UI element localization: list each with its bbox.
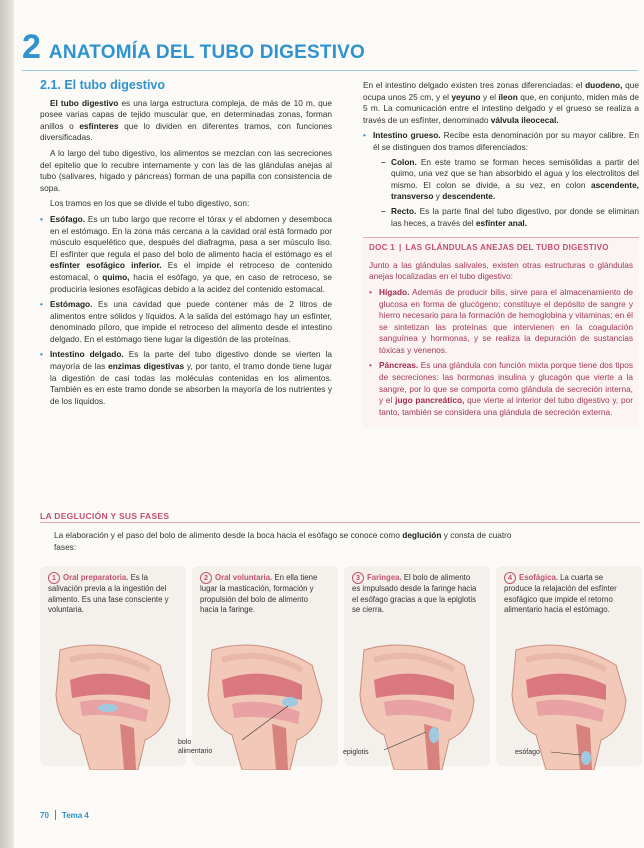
term: Intestino delgado. [50,349,124,360]
paragraph-intro [40,98,332,144]
term: Recto. [391,205,417,216]
term: Colon. [391,156,417,167]
label-bolo-alimentario: bolo alimentario [178,739,213,755]
text: Es la parte del tubo digestivo donde se vierten la mayoría de las [50,349,332,372]
term: Hígado. [379,286,410,297]
term-esfinteres: esfínteres [79,120,119,131]
step-number: 2 [200,572,212,584]
heading-rule [22,70,638,71]
text: y, por tanto, el tramo donde tiene lugar la digestión de casi todas las moléculas contenidas en los alimentos. También es en este tramo donde se absorben la mayoría de los nutrientes y de los líquidos. [50,361,332,406]
term: duodeno, [585,80,623,90]
text: Recibe esta denominación por su mayor calibre. En él se distinguen dos tramos diferenciados: [373,130,640,152]
text: y el [480,91,499,102]
text: Es una cavidad que puede contener más de 2 litros de alimentos entre sólidos y líquidos. A la salida del estómago hay un esfínter, denominado píloro, que impide el retroceso del alimento desde el intestino delgado. En el estómago tiene lugar la digestión de las proteínas. [50,299,332,344]
list-item-esofago [40,214,332,295]
paragraph-tramos: Los tramos en los que se divide el tubo digestivo, son: [50,198,250,209]
sub-item-recto [373,206,639,229]
step-number: 4 [504,572,516,584]
text: que ocupa unos 25 cm, y el [363,80,639,102]
text: En el intestino delgado existen tres zonas diferenciadas: el [363,80,586,90]
doc-tag: DOC 1 [369,243,395,253]
list-item-estomago [40,299,332,345]
text: Además de producir bilis, sirve para el almacenamiento de glucosa en forma de glucógeno; constituye el depósito de sangre y hierro necesario para la formación de hemoglobina y vitaminas; en él se sintetizan las proteínas que intervienen en la coagulación sanguínea y hormonas, y se realiza la depuración de sustancias tóxicas y venenos. [379,286,633,355]
page-number: 70 [40,810,49,820]
step-title: Oral voluntaria. [215,573,273,583]
text: Es una glándula con función mixta porque tiene dos tipos de secreciones: las hormonas insulina y glucagón que vierte a la sangre, por lo que se comporta como glándula de secreción interna, y el [379,360,633,406]
step-number: 3 [352,572,364,584]
deglucion-intro [54,530,524,553]
term-tubo-digestivo: El tubo digestivo [50,97,119,108]
term: quimo, [102,271,130,282]
term: Estómago. [50,299,93,310]
step-text: Es la salivación previa a la ingestión del alimento. Es una fase consciente y voluntaria. [48,573,169,614]
doc-item-higado [369,287,633,357]
doc-separator: | [398,243,402,253]
doc-box-glandulas [363,237,639,428]
head-section-illustration-2 [202,640,332,770]
chapter-number: 2 [22,28,41,66]
doc-item-pancreas [369,360,633,418]
text: y consta de cuatro fases: [54,530,512,552]
doc-heading [369,242,633,254]
head-section-illustration-1 [50,640,180,770]
chapter-title: ANATOMÍA DEL TUBO DIGESTIVO [48,42,366,63]
chapter-heading [22,30,365,64]
sub-list [373,157,639,230]
paragraph-intestino-zonas [363,80,639,126]
term: esfínter esofágico inferior. [50,260,162,271]
phase-step-3 [352,572,480,616]
doc-list [369,287,633,419]
text: Es un tubo largo que recorre el tórax y el abdomen y desemboca en el estómago. En la zona más cercana a la cavidad oral está formado por músculo esquelético que, después del diafragma, pasa a ser músculo liso. El esfínter que regula el paso del bolo de alimento hacia el estómago es el [50,213,332,259]
step-text: En ella tiene lugar la masticación, formación y propulsión del bolo de alimento hacia la faringe. [200,573,318,614]
sub-item-colon [373,157,639,203]
term: deglución [402,530,442,540]
term: jugo pancreático, [395,395,465,406]
step-title: Esofágica. [519,573,558,583]
text: que, en conjunto, miden más de 5 m. La comunicación entre el intestino delgado y el grueso se realiza a través de un esfínter, denominado [363,91,639,125]
step-title: Faringea. [367,573,402,583]
phase-step-2 [200,572,328,616]
tramos-list [40,214,332,408]
text: En este tramo se forman heces semisólidas a partir del quimo, una vez que se han absorbido el agua y los electrolitos del mismo. El colon se divide, a su vez, en colon [391,156,639,190]
doc-intro: Junto a las glándulas salivales, existen otras estructuras o glándulas anejas localizadas en el tubo digestivo: [369,259,633,282]
text: La elaboración y el paso del bolo de alimento desde la boca hacia el esófago se conoce como [54,530,403,540]
section-title: 2.1. El tubo digestivo [40,78,166,92]
term: válvula ileocecal. [490,114,559,125]
phase-step-4 [504,572,632,616]
head-section-illustration-3 [354,640,484,770]
step-number: 1 [48,572,60,584]
text: y [433,191,443,202]
step-title: Oral preparatoria. [63,573,129,583]
list-item-intestino-delgado [40,349,332,407]
left-column [40,80,332,411]
doc-title: LAS GLÁNDULAS ANEJAS DEL TUBO DIGESTIVO [405,243,609,253]
term: ascendente, transverso [391,179,639,202]
term: esfínter anal. [475,217,528,228]
term: descendente. [442,191,496,202]
deglucion-heading: LA DEGLUCIÓN Y SUS FASES [40,511,170,521]
page-edge-shadow [0,0,14,848]
page-footer [40,810,89,820]
term: yeyuno [451,91,481,102]
text: es una larga estructura compleja, de más de 10 m, que posee varias capas de tejido muscular que, en determinadas zonas, forman anillos o [40,97,333,131]
right-column [363,80,639,428]
text: Es el impide el retroceso de contenido estomacal, o [50,260,332,282]
deglucion-rule [40,522,640,523]
step-text: El bolo de alimento es impulsado desde la faringe hacia el esófago gracias a que la epiglotis se cierra. [352,573,477,614]
text: Es la parte final del tubo digestivo, por donde se eliminan las heces, a través del [391,205,639,228]
label-epiglotis: epiglotis [343,749,369,756]
text: que lo dividen en diferentes tramos, con funciones diversificadas. [40,120,332,143]
term: Intestino grueso. [373,130,441,141]
step-text: La cuarta se produce la relajación del esfínter esofágico que impide el retorno alimentario hacia el estómago. [504,573,617,614]
intestino-grueso-list [363,130,639,229]
term: íleon [498,91,518,102]
label-esofago: esófago [515,749,540,756]
term: enzimas digestivas [108,361,185,372]
text: hacia el esófago, ya que, en caso de retroceso, se produciría lesiones esofágicas debido a la acidez del contenido estomacal. [50,271,332,294]
text: que vierte al interior del tubo digestivo y, por tanto, también se considera una glándula de secreción externa. [379,395,634,417]
term: Esófago. [50,213,86,224]
phase-step-1 [48,572,176,616]
list-item-intestino-grueso [363,130,639,229]
footer-divider [55,810,56,820]
term: Páncreas. [379,360,419,371]
footer-tema: Tema 4 [61,810,89,820]
paragraph-mezcla: A lo largo del tubo digestivo, los alimentos se mezclan con las secreciones del epitelio que lo recubre internamente y con las de las glándulas anejas al tubo (salivares, hígado y páncreas) forman de una papilla con consistencia de sopa. [40,147,332,193]
